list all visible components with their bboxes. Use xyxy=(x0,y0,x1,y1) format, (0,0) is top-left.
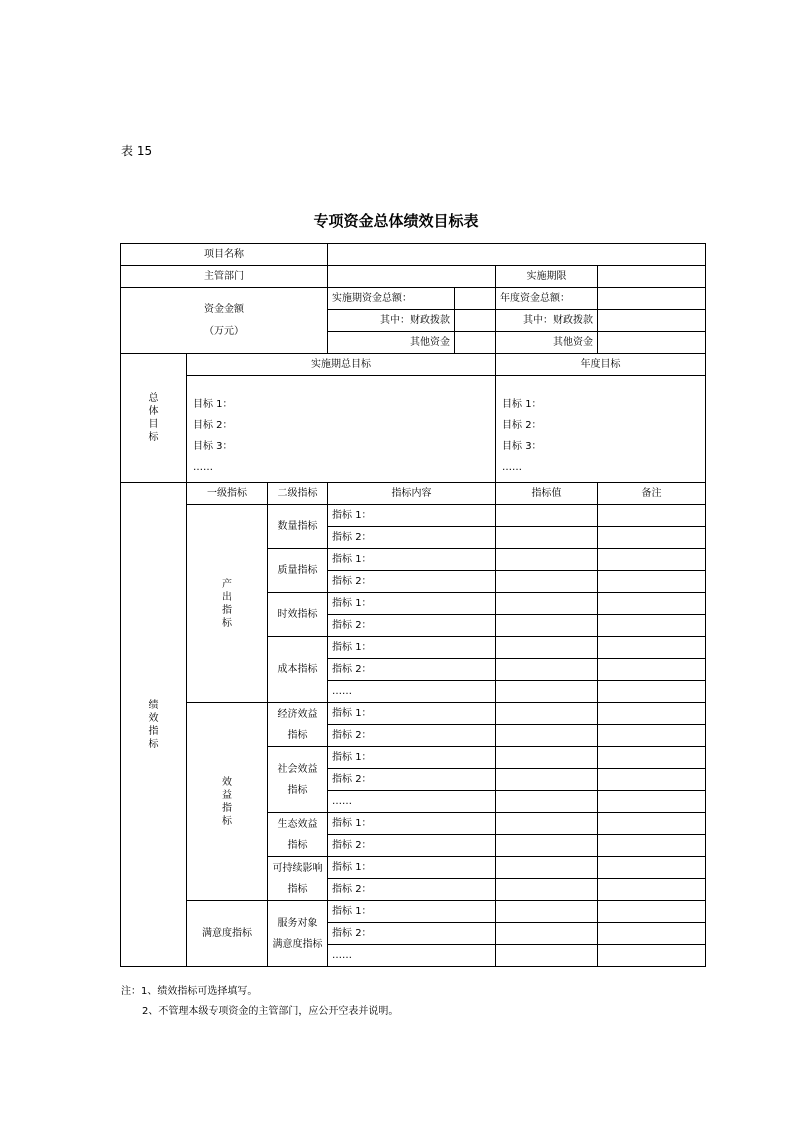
remark-cell[interactable] xyxy=(598,813,706,835)
satisfaction-indicators-label: 满意度指标 xyxy=(187,901,268,967)
economic-benefit-label: 经济效益 指标 xyxy=(268,703,328,747)
project-name-value[interactable] xyxy=(328,244,706,266)
indicator-cell[interactable]: 指标 1： xyxy=(328,901,496,923)
indicator-cell[interactable]: 指标 1： xyxy=(328,813,496,835)
perf-header-row xyxy=(121,483,706,505)
indicator-cell[interactable]: 指标 2： xyxy=(328,879,496,901)
indicator-cell[interactable]: 指标 2： xyxy=(328,659,496,681)
annual-total-funds-value[interactable] xyxy=(598,288,706,310)
value-cell[interactable] xyxy=(496,791,598,813)
department-row xyxy=(121,266,706,288)
ecological-benefit-label: 生态效益 指标 xyxy=(268,813,328,857)
table-row xyxy=(121,703,706,725)
annual-other-funds-label: 其他资金 xyxy=(496,332,598,354)
period-total-funds-value[interactable] xyxy=(455,288,496,310)
remark-cell[interactable] xyxy=(598,505,706,527)
project-name-row xyxy=(121,244,706,266)
indicator-cell[interactable]: 指标 2： xyxy=(328,571,496,593)
remark-cell[interactable] xyxy=(598,857,706,879)
indicator-cell[interactable]: …… xyxy=(328,791,496,813)
value-cell[interactable] xyxy=(496,615,598,637)
remark-cell[interactable] xyxy=(598,747,706,769)
output-indicators-label: 产 出 指 标 xyxy=(187,505,268,703)
other-funds-value[interactable] xyxy=(455,332,496,354)
value-cell[interactable] xyxy=(496,835,598,857)
footnote-2: 2、不管理本级专项资金的主管部门，应公开空表并说明。 xyxy=(142,1006,399,1017)
col-header-remark: 备注 xyxy=(598,483,706,505)
col-header-value: 指标值 xyxy=(496,483,598,505)
period-total-funds-label: 实施期资金总额： xyxy=(328,288,455,310)
value-cell[interactable] xyxy=(496,747,598,769)
annual-goal-content[interactable]: 目标 1： 目标 2： 目标 3： …… xyxy=(496,376,706,483)
annual-goal-header: 年度目标 xyxy=(496,354,706,376)
value-cell[interactable] xyxy=(496,549,598,571)
value-cell[interactable] xyxy=(496,637,598,659)
value-cell[interactable] xyxy=(496,857,598,879)
remark-cell[interactable] xyxy=(598,945,706,967)
benefit-indicators-label: 效 益 指 标 xyxy=(187,703,268,901)
quantity-indicator-label: 数量指标 xyxy=(268,505,328,549)
remark-cell[interactable] xyxy=(598,549,706,571)
remark-cell[interactable] xyxy=(598,791,706,813)
remark-cell[interactable] xyxy=(598,659,706,681)
funds-amount-label xyxy=(121,288,328,354)
indicator-cell[interactable]: 指标 1： xyxy=(328,637,496,659)
remark-cell[interactable] xyxy=(598,835,706,857)
remark-cell[interactable] xyxy=(598,637,706,659)
value-cell[interactable] xyxy=(496,659,598,681)
table-label: 表 15 xyxy=(121,144,153,158)
indicator-cell[interactable]: 指标 1： xyxy=(328,857,496,879)
indicator-cell[interactable]: 指标 2： xyxy=(328,615,496,637)
remark-cell[interactable] xyxy=(598,527,706,549)
remark-cell[interactable] xyxy=(598,593,706,615)
value-cell[interactable] xyxy=(496,769,598,791)
period-goal-header: 实施期总目标 xyxy=(187,354,496,376)
value-cell[interactable] xyxy=(496,923,598,945)
footnotes xyxy=(121,982,398,1022)
indicator-cell[interactable]: 指标 1： xyxy=(328,703,496,725)
department-value[interactable] xyxy=(328,266,496,288)
indicator-cell[interactable]: 指标 2： xyxy=(328,835,496,857)
table-row xyxy=(121,901,706,923)
period-goal-content[interactable]: 目标 1： 目标 2： 目标 3： …… xyxy=(187,376,496,483)
col-header-content: 指标内容 xyxy=(328,483,496,505)
indicator-cell[interactable]: 指标 2： xyxy=(328,725,496,747)
annual-fiscal-alloc-label: 其中：财政拨款 xyxy=(496,310,598,332)
timeliness-indicator-label: 时效指标 xyxy=(268,593,328,637)
cost-indicator-label: 成本指标 xyxy=(268,637,328,703)
overall-goal-header-row xyxy=(121,354,706,376)
indicator-cell[interactable]: 指标 2： xyxy=(328,923,496,945)
remark-cell[interactable] xyxy=(598,725,706,747)
project-name-label: 项目名称 xyxy=(121,244,328,266)
value-cell[interactable] xyxy=(496,527,598,549)
service-satisfaction-label: 服务对象 满意度指标 xyxy=(268,901,328,967)
remark-cell[interactable] xyxy=(598,681,706,703)
value-cell[interactable] xyxy=(496,879,598,901)
indicator-cell[interactable]: 指标 1： xyxy=(328,549,496,571)
remark-cell[interactable] xyxy=(598,923,706,945)
value-cell[interactable] xyxy=(496,813,598,835)
value-cell[interactable] xyxy=(496,703,598,725)
remark-cell[interactable] xyxy=(598,769,706,791)
indicator-cell[interactable]: 指标 2： xyxy=(328,769,496,791)
col-header-level2: 二级指标 xyxy=(268,483,328,505)
remark-cell[interactable] xyxy=(598,571,706,593)
funds-total-row xyxy=(121,288,706,310)
value-cell[interactable] xyxy=(496,725,598,747)
remark-cell[interactable] xyxy=(598,901,706,923)
indicator-cell[interactable]: …… xyxy=(328,945,496,967)
sustainable-impact-label: 可持续影响 指标 xyxy=(268,857,328,901)
annual-other-funds-value[interactable] xyxy=(598,332,706,354)
fiscal-alloc-label: 其中：财政拨款 xyxy=(328,310,455,332)
value-cell[interactable] xyxy=(496,681,598,703)
indicator-cell[interactable]: 指标 1： xyxy=(328,505,496,527)
overall-goal-side-label: 总 体 目 标 xyxy=(121,354,187,483)
period-label: 实施期限 xyxy=(496,266,598,288)
indicator-cell[interactable]: 指标 1： xyxy=(328,593,496,615)
value-cell[interactable] xyxy=(496,505,598,527)
period-value[interactable] xyxy=(598,266,706,288)
value-cell[interactable] xyxy=(496,945,598,967)
other-funds-label: 其他资金 xyxy=(328,332,455,354)
department-label: 主管部门 xyxy=(121,266,328,288)
value-cell[interactable] xyxy=(496,571,598,593)
table-row xyxy=(121,505,706,527)
value-cell[interactable] xyxy=(496,593,598,615)
page-title: 专项资金总体绩效目标表 xyxy=(313,212,479,230)
fiscal-alloc-value[interactable] xyxy=(455,310,496,332)
remark-cell[interactable] xyxy=(598,703,706,725)
value-cell[interactable] xyxy=(496,901,598,923)
annual-fiscal-alloc-value[interactable] xyxy=(598,310,706,332)
quality-indicator-label: 质量指标 xyxy=(268,549,328,593)
indicator-cell[interactable]: 指标 2： xyxy=(328,527,496,549)
footnote-1: 注：1、绩效指标可选择填写。 xyxy=(121,986,258,997)
remark-cell[interactable] xyxy=(598,879,706,901)
overall-goal-body-row xyxy=(121,376,706,483)
annual-total-funds-label: 年度资金总额： xyxy=(496,288,598,310)
funds-unit-text: （万元） xyxy=(204,325,244,337)
col-header-level1: 一级指标 xyxy=(187,483,268,505)
funds-amount-text: 资金金额 xyxy=(204,303,244,315)
indicator-cell[interactable]: …… xyxy=(328,681,496,703)
remark-cell[interactable] xyxy=(598,615,706,637)
perf-side-label: 绩 效 指 标 xyxy=(121,483,187,967)
social-benefit-label: 社会效益 指标 xyxy=(268,747,328,813)
indicator-cell[interactable]: 指标 1： xyxy=(328,747,496,769)
performance-goal-table xyxy=(120,243,706,967)
